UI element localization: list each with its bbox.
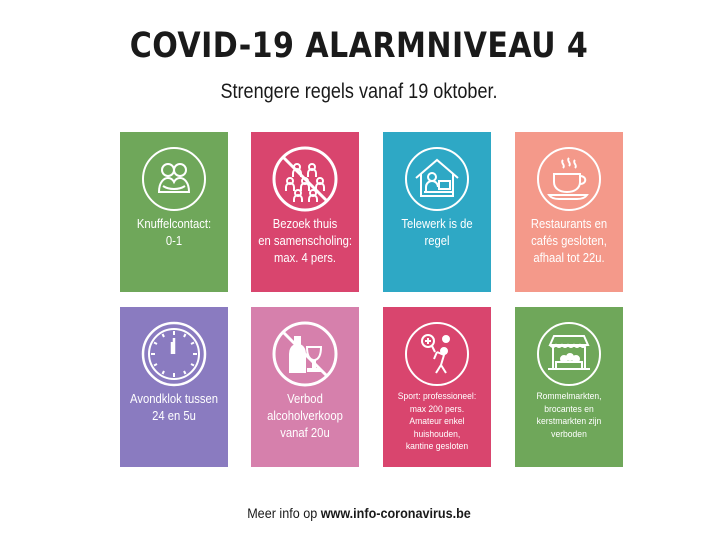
tennis-player-icon <box>404 321 470 387</box>
tile-markets <box>515 307 623 467</box>
tile-telework <box>383 132 491 292</box>
coffee-cup-icon <box>536 146 602 212</box>
page-title: COVID-19 ALARMNIVEAU 4 <box>129 26 589 66</box>
no-gathering-icon <box>272 146 338 212</box>
tile-label: Knuffelcontact: 0-1 <box>136 217 212 248</box>
tile-visits-gathering <box>251 132 359 292</box>
tile-label: Verbod alcoholverkoop vanaf 20u <box>267 392 343 440</box>
footer-prefix: Meer info op <box>247 505 318 521</box>
footer-info <box>36 505 682 521</box>
market-stall-icon <box>536 321 602 387</box>
telework-icon <box>404 146 470 212</box>
tile-label: Sport: professioneel: max 200 pers. Amateur enkel huishouden, kantine gesloten <box>397 391 477 452</box>
tile-sport <box>383 307 491 467</box>
tile-hug-contact <box>120 132 228 292</box>
tile-label: Telewerk is de regel <box>401 217 473 248</box>
footer-url-link[interactable]: www.info-coronavirus.be <box>320 505 471 521</box>
no-alcohol-icon <box>272 321 338 387</box>
tile-label: Avondklok tussen 24 en 5u <box>130 392 218 423</box>
clock-icon <box>141 321 207 387</box>
tile-label: Restaurants en cafés gesloten, afhaal tot 22u. <box>530 217 608 265</box>
tile-restaurants <box>515 132 623 292</box>
page-subtitle: Strengere regels vanaf 19 oktober. <box>220 80 498 103</box>
tile-label: Rommelmarkten, brocantes en kerstmarkten zijn verboden <box>536 391 602 440</box>
tile-curfew <box>120 307 228 467</box>
tile-label: Bezoek thuis en samenscholing: max. 4 pers. <box>258 217 353 265</box>
tile-alcohol-ban <box>251 307 359 467</box>
hug-icon <box>141 146 207 212</box>
